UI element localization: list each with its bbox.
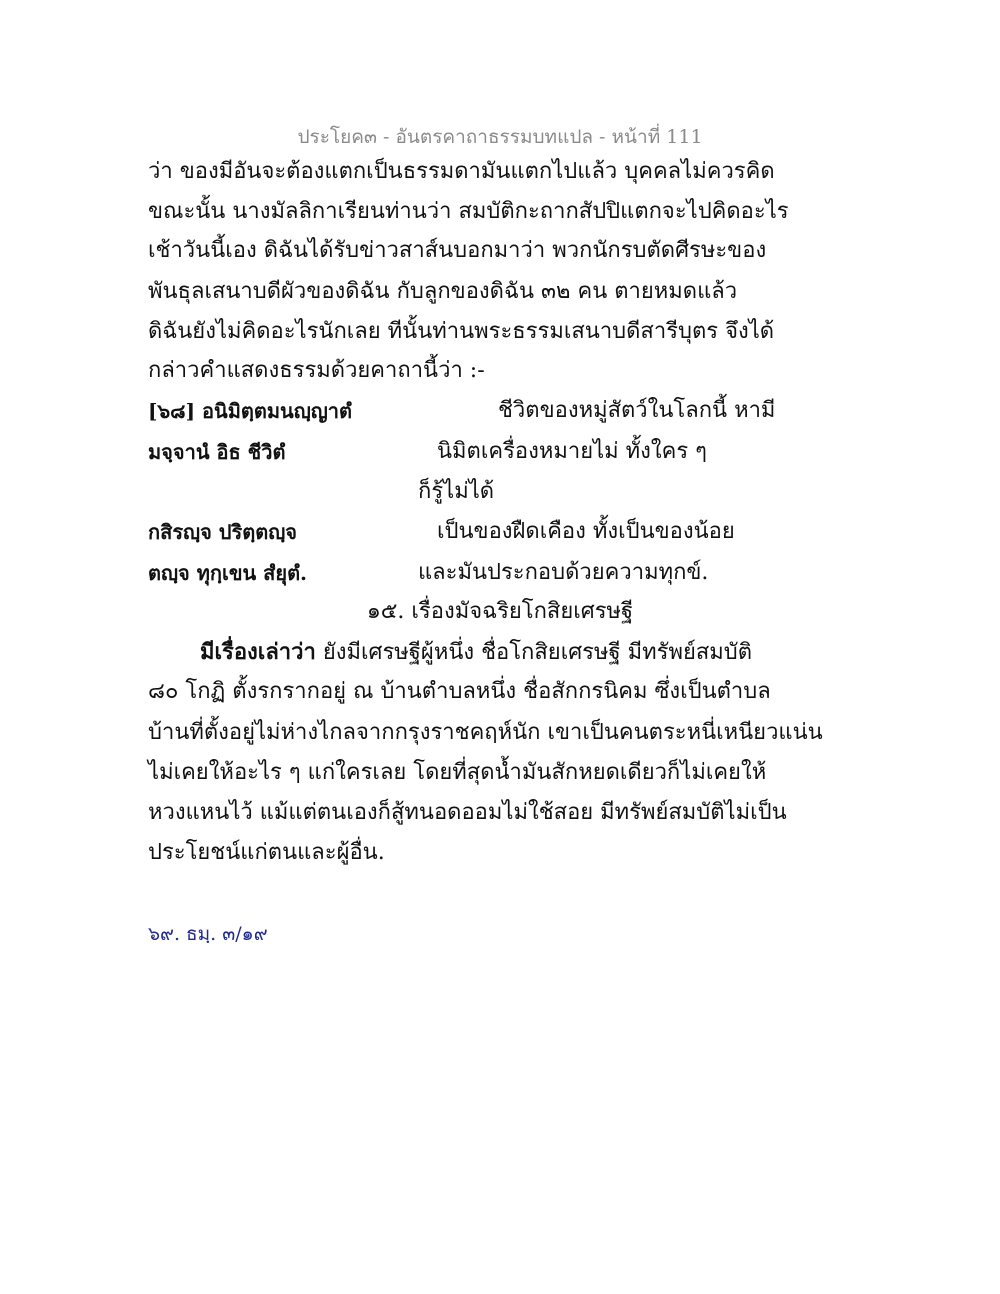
verse-pali-line: กสิรญฺจ ปริตฺตญฺจ [148, 520, 297, 544]
story-line: ไม่เคยให้อะไร ๆ แก่ใครเลย โดยที่สุดน้ำมันสักหยดเดียวก็ไม่เคยให้ [148, 760, 767, 785]
page-header: ประโยค๓ - อันตรคาถาธรรมบทแปล - หน้าที่ 111 [297, 126, 703, 148]
verse-thai-line: ก็รู้ไม่ได้ [418, 479, 495, 504]
intro-line: ดิฉันยังไม่คิดอะไรนักเลย ทีนั้นท่านพระธรรมเสนาบดีสารีบุตร จึงได้ [148, 319, 775, 344]
verse-thai-line: และมันประกอบด้วยความทุกข์. [418, 560, 709, 585]
verse-pali-line: มจฺจานํ อิธ ชีวิตํ [148, 440, 286, 464]
intro-line: ว่า ของมีอันจะต้องแตกเป็นธรรมดามันแตกไปแล้ว บุคคลไม่ควรคิด [148, 159, 775, 184]
intro-line: เช้าวันนี้เอง ดิฉันได้รับข่าวสาส์นบอกมาว่า พวกนักรบตัดศีรษะของ [148, 238, 767, 263]
story-title: ๑๕. เรื่องมัจฉริยโกสิยเศรษฐี [366, 599, 634, 624]
story-line: ประโยชน์แก่ตนและผู้อื่น. [148, 840, 385, 865]
story-first-line-rest: ยังมีเศรษฐีผู้หนึ่ง ชื่อโกสิยเศรษฐี มีทรัพย์สมบัติ [315, 640, 753, 665]
intro-line: ขณะนั้น นางมัลลิกาเรียนท่านว่า สมบัติกะถากสัปปิแตกจะไปคิดอะไร [148, 199, 789, 224]
story-line: ๘๐ โกฏิ ตั้งรกรากอยู่ ณ บ้านตำบลหนึ่ง ชื่อสักกรนิคม ซึ่งเป็นตำบล [148, 679, 771, 704]
intro-line: กล่าวคำแสดงธรรมด้วยคาถานี้ว่า :- [148, 358, 485, 383]
story-line: หวงแหนไว้ แม้แต่ตนเองก็สู้ทนอดออมไม่ใช้สอย มีทรัพย์สมบัติไม่เป็น [148, 800, 787, 825]
verse-thai-line: ชีวิตของหมู่สัตว์ในโลกนี้ หามี [498, 398, 776, 423]
verse-pali-line: [๖๘] อนิมิตฺตมนญฺญาตํ [148, 399, 353, 423]
story-line: บ้านที่ตั้งอยู่ไม่ห่างไกลจากกรุงราชคฤห์นัก เขาเป็นคนตระหนี่เหนียวแน่น [148, 720, 823, 745]
verse-thai-line: เป็นของฝืดเคือง ทั้งเป็นของน้อย [437, 519, 735, 544]
story-first-line [200, 638, 752, 667]
footnote: ๖๙. ธมฺ. ๓/๑๙ [148, 923, 268, 945]
story-lead: มีเรื่องเล่าว่า [200, 639, 316, 665]
intro-line: พันธุลเสนาบดีผัวของดิฉัน กับลูกของดิฉัน ๓๒ คน ตายหมดแล้ว [148, 279, 738, 304]
verse-thai-line: นิมิตเครื่องหมายไม่ ทั้งใคร ๆ [437, 439, 707, 464]
verse-pali-line: ตญฺจ ทุกฺเขน สํยุตํ. [148, 561, 308, 585]
